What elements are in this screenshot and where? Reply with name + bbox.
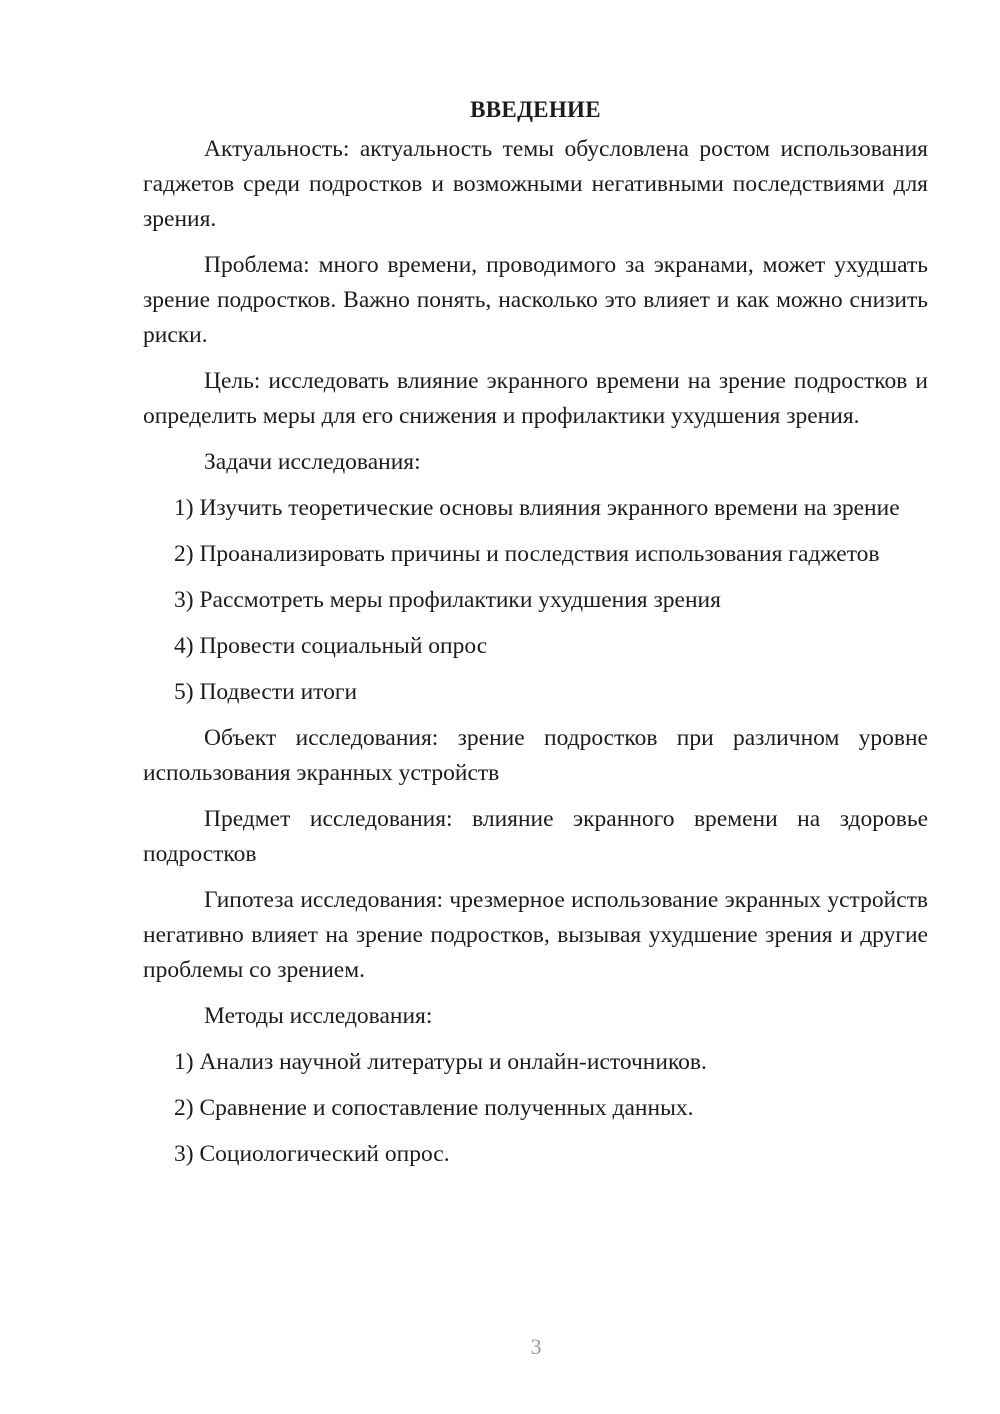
- page-number: 3: [530, 1334, 542, 1359]
- method-item: 3) Социологический опрос.: [174, 1141, 450, 1167]
- page-title: ВВЕДЕНИЕ: [470, 97, 601, 122]
- hypothesis-paragraph: Гипотеза исследования: чрезмерное использование экранных устройств негативно влияет на зрение подростков, вызывая ухудшение зрения и другие проблемы со зрением.: [143, 887, 928, 983]
- task-item: 4) Провести социальный опрос: [174, 633, 488, 659]
- page-content: [143, 92, 928, 1183]
- task-item: 3) Рассмотреть меры профилактики ухудшения зрения: [174, 587, 721, 613]
- task-item: 5) Подвести итоги: [174, 679, 358, 705]
- problem-paragraph: Проблема: много времени, проводимого за экранами, может ухудшать зрение подростков. Важно понять, насколько это влияет и как можно снизить риски.: [143, 252, 928, 348]
- task-item: 1) Изучить теоретические основы влияния экранного времени на зрение: [174, 495, 900, 521]
- method-item: 2) Сравнение и сопоставление полученных данных.: [174, 1095, 694, 1121]
- relevance-paragraph: Актуальность: актуальность темы обусловлена ростом использования гаджетов среди подростков и возможными негативными последствиями для зрения.: [143, 136, 928, 232]
- subject-paragraph: Предмет исследования: влияние экранного времени на здоровье подростков: [143, 806, 928, 867]
- goal-paragraph: Цель: исследовать влияние экранного времени на зрение подростков и определить меры для его снижения и профилактики ухудшения зрения.: [143, 368, 928, 429]
- tasks-heading: Задачи исследования:: [204, 449, 421, 475]
- methods-heading: Методы исследования:: [204, 1003, 433, 1029]
- method-item: 1) Анализ научной литературы и онлайн-источников.: [174, 1049, 707, 1075]
- object-paragraph: Объект исследования: зрение подростков при различном уровне использования экранных устройств: [143, 725, 928, 786]
- task-item: 2) Проанализировать причины и последствия использования гаджетов: [174, 541, 880, 567]
